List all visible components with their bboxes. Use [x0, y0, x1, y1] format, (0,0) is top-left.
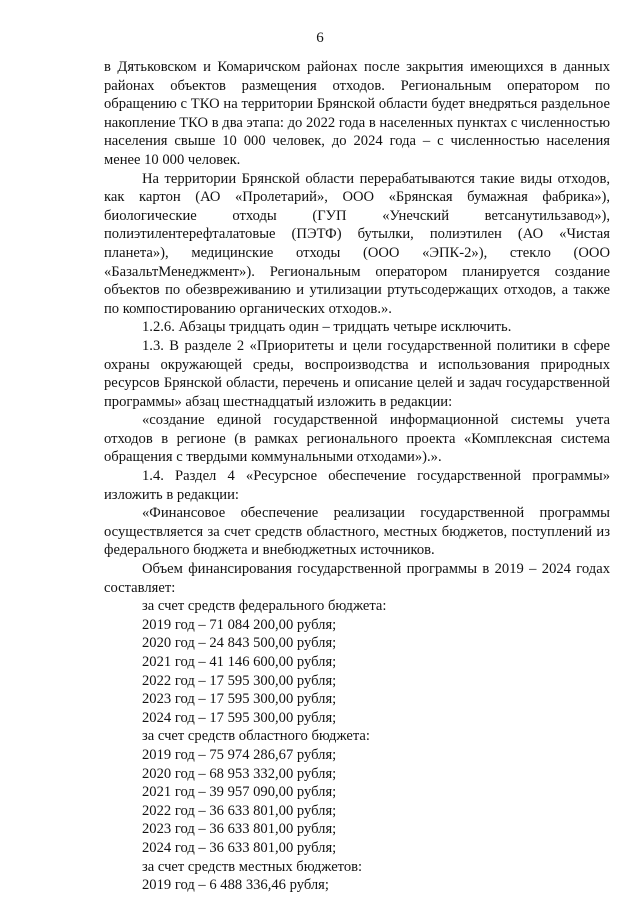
local-year-2019: 2019 год – 6 488 336,46 рубля; [142, 877, 329, 894]
paragraph-2: На территории Брянской области перерабатываются такие виды отходов, как картон (АО «Пролетарий», ООО «Брянская бумажная фабрика»), биологические отходы (ГУП «Унечский ветсанутильзавод»), полиэтилентерефталатовые (ПЭТФ) бутылки, полиэтилен (АО «Чистая планета»), медицинские отходы (ООО «ЭПК-2»), стекло (ООО «БазальтМенеджмент»). Региональным оператором планируется создание объектов по обезвреживанию и утилизации ртутьсодержащих отходов, а также по компостированию органических отходов.». [104, 170, 610, 317]
regional-year-2022: 2022 год – 36 633 801,00 рубля; [142, 802, 337, 819]
federal-year-2019: 2019 год – 71 084 200,00 рубля; [142, 616, 337, 633]
regional-year-2024: 2024 год – 36 633 801,00 рубля; [142, 839, 337, 856]
federal-year-2022: 2022 год – 17 595 300,00 рубля; [142, 672, 337, 689]
federal-heading: за счет средств федерального бюджета: [142, 598, 387, 615]
document-body [104, 58, 610, 895]
regional-year-2021: 2021 год – 39 957 090,00 рубля; [142, 784, 337, 801]
regional-heading: за счет средств областного бюджета: [142, 728, 370, 745]
federal-year-2024: 2024 год – 17 595 300,00 рубля; [142, 709, 337, 726]
paragraph-5: «создание единой государственной информационной системы учета отходов в регионе (в рамках регионального проекта «Комплексная система обращения с твердыми коммунальными отходами»).». [104, 412, 610, 466]
paragraph-8: Объем финансирования государственной программы в 2019 – 2024 годах составляет: [104, 561, 610, 596]
federal-year-2023: 2023 год – 17 595 300,00 рубля; [142, 691, 337, 708]
paragraph-6: 1.4. Раздел 4 «Ресурсное обеспечение государственной программы» изложить в редакции: [104, 468, 610, 503]
paragraph-4: 1.3. В разделе 2 «Приоритеты и цели государственной политики в сфере охраны окружающей среды, воспроизводства и использования природных ресурсов Брянской области, перечень и описание целей и задач государственной программы» абзац шестнадцатый изложить в редакции: [104, 337, 610, 410]
regional-year-2020: 2020 год – 68 953 332,00 рубля; [142, 765, 337, 782]
federal-year-2021: 2021 год – 41 146 600,00 рубля; [142, 654, 337, 670]
regional-year-2019: 2019 год – 75 974 286,67 рубля; [142, 746, 337, 763]
paragraph-1: в Дятьковском и Комаричском районах после закрытия имеющихся в данных районах объектов размещения отходов. Региональным оператором по обращению с ТКО на территории Брянской области будет внедряться раздельное накопление ТКО в два этапа: до 2022 года в населенных пунктах с численностью населения свыше 10 000 человек, до 2024 года – с численностью населения менее 10 000 человек. [104, 59, 610, 168]
paragraph-3: 1.2.6. Абзацы тридцать один – тридцать четыре исключить. [142, 319, 512, 336]
federal-year-2020: 2020 год – 24 843 500,00 рубля; [142, 635, 337, 652]
local-heading: за счет средств местных бюджетов: [142, 858, 363, 875]
regional-year-2023: 2023 год – 36 633 801,00 рубля; [142, 821, 337, 838]
funding-list [104, 597, 610, 895]
paragraph-7: «Финансовое обеспечение реализации государственной программы осуществляется за счет средств областного, местных бюджетов, поступлений из федерального бюджета и внебюджетных источников. [104, 505, 610, 559]
page-number: 6 [316, 30, 324, 46]
